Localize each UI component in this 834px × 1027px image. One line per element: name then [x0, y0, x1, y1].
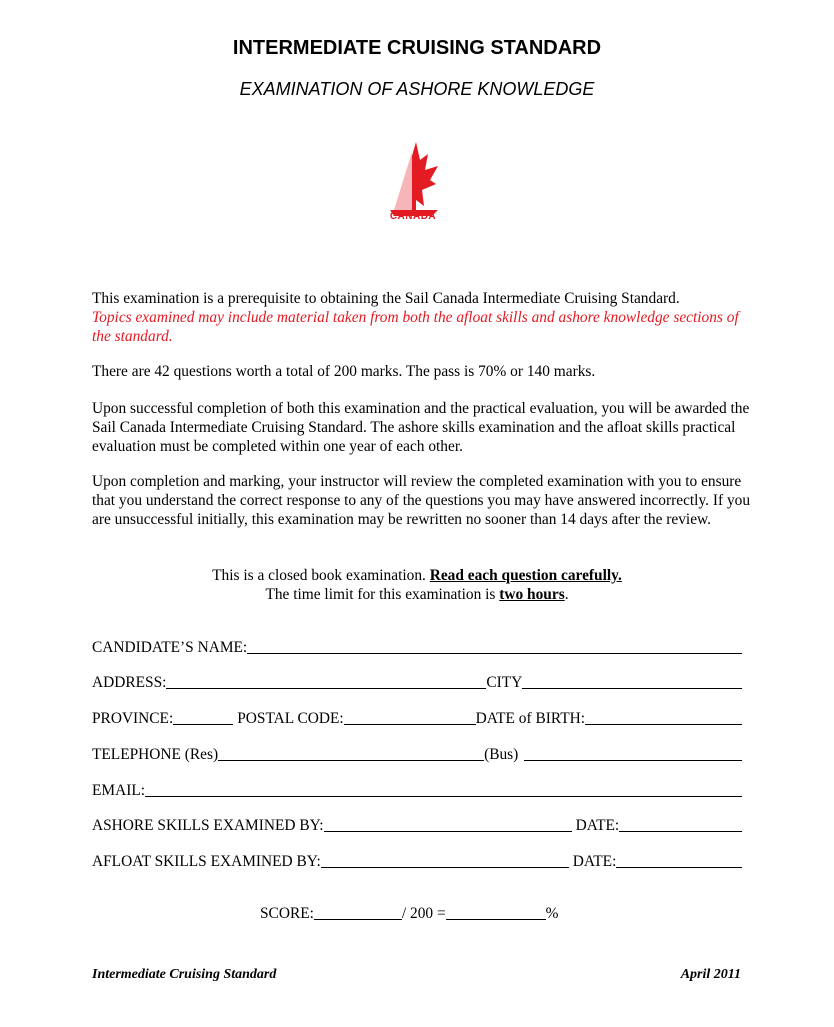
- province-field[interactable]: [173, 709, 233, 725]
- score-row: [260, 903, 580, 923]
- afloat-date-label: DATE:: [572, 853, 617, 870]
- postal-code-field[interactable]: [344, 709, 476, 725]
- ashore-examiner-field[interactable]: [324, 816, 572, 832]
- telephone-res-label: TELEPHONE (Res): [92, 746, 219, 763]
- intro-paragraph-2: There are 42 questions worth a total of 200 marks. The pass is 70% or 140 marks.: [92, 363, 596, 380]
- telephone-bus-field[interactable]: [524, 745, 742, 761]
- intro-paragraph-1: [92, 289, 752, 346]
- page-subtitle: EXAMINATION OF ASHORE KNOWLEDGE: [239, 79, 595, 99]
- city-field[interactable]: [522, 673, 742, 689]
- afloat-examiner-field[interactable]: [321, 852, 569, 868]
- logo-text: CANADA: [389, 211, 437, 222]
- telephone-bus-label: (Bus): [484, 746, 519, 763]
- candidate-name-label: CANDIDATE’S NAME:: [92, 639, 248, 656]
- date-of-birth-field[interactable]: [585, 709, 742, 725]
- score-percent-field[interactable]: [446, 904, 546, 920]
- candidate-name-row: [92, 637, 742, 657]
- score-label: SCORE:: [260, 905, 314, 922]
- ashore-examiner-row: [92, 815, 742, 835]
- email-label: EMAIL:: [92, 782, 146, 799]
- intro-paragraph-4: Upon completion and marking, your instructor will review the completed examination with you to ensure that you understand the correct response to any of the questions you may have answered incorrectly. If you are unsuccessful initially, this examination may be rewritten no sooner than 14 days after the review.: [92, 473, 751, 528]
- afloat-examiner-row: [92, 851, 742, 871]
- afloat-examiner-label: AFLOAT SKILLS EXAMINED BY:: [92, 853, 321, 870]
- address-field[interactable]: [166, 673, 486, 689]
- intro-paragraph-3: Upon successful completion of both this examination and the practical evaluation, you will be awarded the Sail Canada Intermediate Cruising Standard. The ashore skills examination and the afloat skills practical evaluation must be completed within one year of each other.: [92, 400, 750, 455]
- closed-book-notice: This is a closed book examination. Read each question carefully.: [212, 567, 622, 584]
- footer-date: April 2011: [680, 967, 741, 982]
- telephone-res-field[interactable]: [218, 745, 484, 761]
- page-title: INTERMEDIATE CRUISING STANDARD: [232, 37, 602, 59]
- candidate-name-field[interactable]: [247, 638, 742, 654]
- time-limit-notice: The time limit for this examination is two hours.: [265, 586, 569, 603]
- afloat-date-field[interactable]: [616, 852, 742, 868]
- province-label: PROVINCE:: [92, 710, 174, 727]
- ashore-examiner-label: ASHORE SKILLS EXAMINED BY:: [92, 817, 324, 834]
- city-label: CITY: [486, 674, 523, 691]
- address-row: [92, 672, 742, 692]
- ashore-date-field[interactable]: [619, 816, 742, 832]
- intro-text: This examination is a prerequisite to obtaining the Sail Canada Intermediate Cruising Standard.: [92, 290, 680, 307]
- ashore-date-label: DATE:: [575, 817, 620, 834]
- score-field[interactable]: [314, 904, 402, 920]
- percent-label: %: [545, 905, 559, 922]
- email-row: [92, 780, 742, 800]
- address-label: ADDRESS:: [92, 674, 167, 691]
- intro-topics-note: Topics examined may include material taken from both the afloat skills and ashore knowledge sections of the standard.: [92, 309, 739, 345]
- postal-code-label: POSTAL CODE:: [237, 710, 344, 727]
- email-field[interactable]: [145, 781, 742, 797]
- province-row: [92, 708, 742, 728]
- score-total-label: / 200 =: [401, 905, 446, 922]
- date-of-birth-label: DATE of BIRTH:: [475, 710, 585, 727]
- telephone-row: [92, 744, 742, 764]
- footer-standard-name: Intermediate Cruising Standard: [92, 967, 277, 982]
